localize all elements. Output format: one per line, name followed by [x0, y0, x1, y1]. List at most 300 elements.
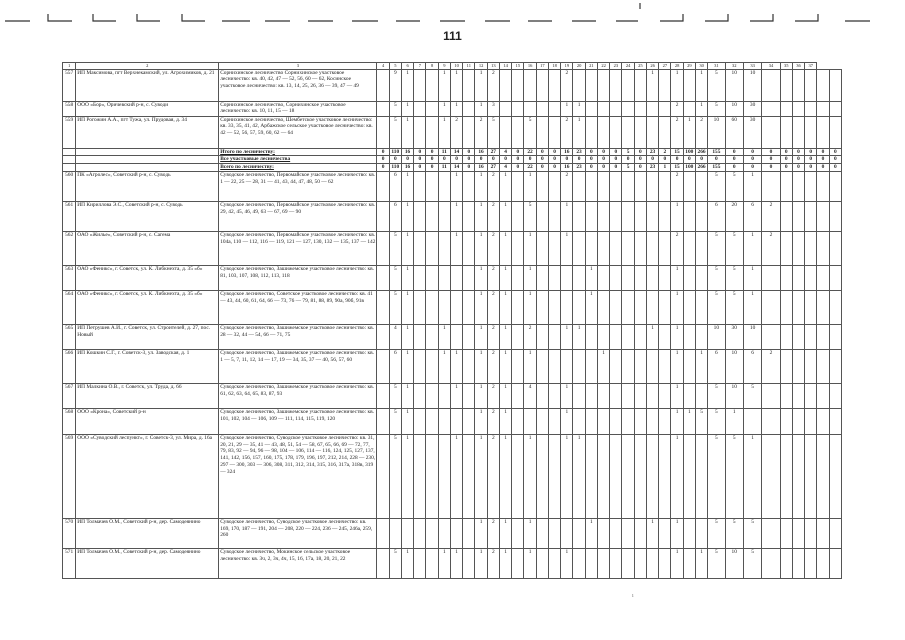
table-row: [63, 265, 842, 290]
value-cell: [463, 349, 475, 383]
value-cell: [659, 101, 671, 116]
value-cell: [463, 290, 475, 324]
column-number-row: [63, 63, 842, 70]
value-cell: [377, 231, 389, 265]
value-cell: [805, 548, 817, 578]
value-cell: 1: [671, 290, 683, 324]
value-cell: [805, 171, 817, 201]
value-cell: 30: [743, 101, 761, 116]
value-cell: [548, 69, 560, 101]
value-cell: [414, 548, 426, 578]
value-cell: [597, 324, 609, 349]
column-number: 26: [646, 63, 658, 70]
value-cell: 1: [401, 324, 413, 349]
value-cell: [450, 408, 462, 434]
value-cell: 2: [487, 518, 499, 548]
empty-cell: [63, 156, 76, 164]
column-number: 8: [426, 63, 438, 70]
column-number: 3: [219, 63, 377, 70]
location-cell: Суводское лесничество, Зашижемское участковое лесничество: кв. 61, 62, 63, 64, 65, 83, 87, 93: [219, 383, 377, 408]
column-number: 14: [499, 63, 511, 70]
value-cell: [792, 265, 804, 290]
value-cell: [597, 265, 609, 290]
value-cell: [762, 324, 780, 349]
value-cell: 1: [499, 548, 511, 578]
value-cell: 1: [671, 324, 683, 349]
value-cell: 1: [475, 434, 487, 518]
row-number: 558: [63, 101, 76, 116]
value-cell: 5: [389, 383, 401, 408]
value-cell: [463, 69, 475, 101]
value-cell: [561, 349, 573, 383]
value-cell: 2: [487, 265, 499, 290]
total-value: 15: [671, 164, 683, 172]
value-cell: [585, 171, 597, 201]
value-cell: [792, 518, 804, 548]
value-cell: [792, 231, 804, 265]
value-cell: [377, 349, 389, 383]
value-cell: [817, 231, 829, 265]
value-cell: 1: [401, 69, 413, 101]
value-cell: 2: [487, 434, 499, 518]
value-cell: [762, 265, 780, 290]
table-row: [63, 201, 842, 231]
value-cell: [463, 101, 475, 116]
value-cell: [499, 101, 511, 116]
value-cell: [817, 518, 829, 548]
value-cell: [610, 383, 622, 408]
value-cell: [634, 231, 646, 265]
value-cell: 60: [725, 116, 743, 148]
value-cell: 5: [725, 434, 743, 518]
value-cell: 2: [450, 116, 462, 148]
value-cell: [414, 201, 426, 231]
location-cell: Суводское лесничество, Первомайское участковое лесничество: кв. 1 — 22, 25 — 28, 31 — 41, 43, 44, 47, 48, 50 — 62: [219, 171, 377, 201]
total-value: 0: [762, 148, 780, 156]
value-cell: 1: [450, 548, 462, 578]
value-cell: [683, 324, 695, 349]
total-value: 155: [708, 148, 725, 156]
row-number: 564: [63, 290, 76, 324]
value-cell: [585, 324, 597, 349]
total-value: 0: [548, 156, 560, 164]
value-cell: [780, 231, 792, 265]
value-cell: 1: [401, 434, 413, 518]
value-cell: [622, 324, 634, 349]
value-cell: [634, 290, 646, 324]
value-cell: [792, 548, 804, 578]
value-cell: 1: [524, 290, 536, 324]
value-cell: [438, 201, 450, 231]
value-cell: 1: [524, 231, 536, 265]
value-cell: [829, 116, 841, 148]
total-value: 0: [377, 164, 389, 172]
value-cell: [512, 324, 524, 349]
value-cell: 5: [708, 101, 725, 116]
value-cell: 1: [585, 265, 597, 290]
value-cell: [610, 548, 622, 578]
value-cell: [683, 349, 695, 383]
value-cell: [805, 101, 817, 116]
value-cell: 10: [725, 349, 743, 383]
value-cell: [512, 201, 524, 231]
row-number: 570: [63, 518, 76, 548]
value-cell: [610, 518, 622, 548]
total-value: 0: [780, 164, 792, 172]
column-number: 18: [548, 63, 560, 70]
value-cell: [548, 231, 560, 265]
value-cell: [805, 518, 817, 548]
value-cell: [548, 101, 560, 116]
value-cell: 5: [695, 408, 707, 434]
value-cell: [805, 116, 817, 148]
value-cell: [622, 116, 634, 148]
total-value: 0: [585, 148, 597, 156]
value-cell: 5: [708, 231, 725, 265]
value-cell: [762, 518, 780, 548]
value-cell: 5: [389, 231, 401, 265]
value-cell: [573, 290, 585, 324]
value-cell: [817, 101, 829, 116]
value-cell: [573, 231, 585, 265]
value-cell: 1: [438, 116, 450, 148]
value-cell: [573, 383, 585, 408]
total-value: 0: [829, 164, 841, 172]
value-cell: 20: [725, 201, 743, 231]
total-value: 0: [743, 148, 761, 156]
value-cell: [438, 518, 450, 548]
value-cell: [573, 518, 585, 548]
column-number: 9: [438, 63, 450, 70]
value-cell: [762, 116, 780, 148]
total-value: 14: [450, 164, 462, 172]
value-cell: [536, 265, 548, 290]
value-cell: [610, 69, 622, 101]
holder-cell: ООО «Крона», Советский р-н: [76, 408, 219, 434]
value-cell: [646, 201, 658, 231]
value-cell: [780, 201, 792, 231]
column-number: 37: [805, 63, 817, 70]
value-cell: 1: [499, 518, 511, 548]
value-cell: [610, 349, 622, 383]
value-cell: [683, 171, 695, 201]
value-cell: [438, 408, 450, 434]
value-cell: [573, 408, 585, 434]
value-cell: [780, 171, 792, 201]
value-cell: [622, 349, 634, 383]
value-cell: [805, 201, 817, 231]
value-cell: [695, 290, 707, 324]
value-cell: [659, 290, 671, 324]
value-cell: 6: [389, 171, 401, 201]
total-value: 0: [792, 148, 804, 156]
total-value: 2: [659, 148, 671, 156]
column-number: 25: [634, 63, 646, 70]
value-cell: 1: [401, 101, 413, 116]
value-cell: [622, 518, 634, 548]
value-cell: 1: [524, 265, 536, 290]
location-cell: Суводское лесничество, Зашижемское участковое лесничество: кв. 28 — 32, 44 — 54, 66 — 71, 75: [219, 324, 377, 349]
location-cell: Сорнихинское лесничество, Шембетское участковое лесничество: кв. 33, 35, 41, 42, Арбажское сельское участковое лесничество: кв. 42 — 52, 56, 57, 59, 60, 62 — 64: [219, 116, 377, 148]
column-number: 23: [610, 63, 622, 70]
value-cell: [597, 171, 609, 201]
value-cell: [817, 349, 829, 383]
value-cell: 1: [401, 408, 413, 434]
total-value: 0: [725, 164, 743, 172]
value-cell: [377, 290, 389, 324]
value-cell: [805, 408, 817, 434]
value-cell: 1: [475, 290, 487, 324]
value-cell: [585, 349, 597, 383]
value-cell: 1: [401, 290, 413, 324]
value-cell: 1: [597, 349, 609, 383]
value-cell: 6: [743, 201, 761, 231]
value-cell: 1: [499, 201, 511, 231]
value-cell: [536, 69, 548, 101]
value-cell: [597, 518, 609, 548]
value-cell: 1: [585, 290, 597, 324]
value-cell: [548, 324, 560, 349]
value-cell: 1: [743, 434, 761, 518]
value-cell: [659, 69, 671, 101]
value-cell: [585, 116, 597, 148]
value-cell: [414, 231, 426, 265]
column-number: 13: [487, 63, 499, 70]
value-cell: [683, 434, 695, 518]
value-cell: 2: [487, 408, 499, 434]
holder-cell: ИП Кошкин С.Г., г. Советск-3, ул. Заводская, д. 1: [76, 349, 219, 383]
total-value: 16: [401, 164, 413, 172]
value-cell: [536, 434, 548, 518]
value-cell: [548, 408, 560, 434]
total-value: 0: [725, 148, 743, 156]
value-cell: 2: [487, 290, 499, 324]
value-cell: 5: [389, 290, 401, 324]
value-cell: [463, 265, 475, 290]
value-cell: 2: [487, 548, 499, 578]
value-cell: [426, 116, 438, 148]
value-cell: 1: [561, 383, 573, 408]
value-cell: [792, 171, 804, 201]
value-cell: 1: [401, 116, 413, 148]
total-value: 0: [377, 148, 389, 156]
value-cell: 10: [708, 116, 725, 148]
value-cell: [585, 231, 597, 265]
value-cell: 1: [524, 171, 536, 201]
value-cell: [414, 171, 426, 201]
total-value: 16: [475, 164, 487, 172]
value-cell: [762, 383, 780, 408]
value-cell: [817, 69, 829, 101]
value-cell: [597, 290, 609, 324]
value-cell: 1: [561, 201, 573, 231]
column-number: 28: [671, 63, 683, 70]
value-cell: 2: [671, 171, 683, 201]
value-cell: [548, 265, 560, 290]
row-number: 569: [63, 434, 76, 518]
column-number: 24: [622, 63, 634, 70]
total-value: 110: [389, 148, 401, 156]
total-value: 0: [805, 148, 817, 156]
value-cell: [780, 434, 792, 518]
value-cell: [548, 434, 560, 518]
value-cell: 1: [401, 349, 413, 383]
value-cell: [829, 69, 841, 101]
value-cell: [426, 290, 438, 324]
value-cell: [805, 349, 817, 383]
value-cell: [829, 201, 841, 231]
total-value: 266: [695, 164, 707, 172]
value-cell: [659, 383, 671, 408]
value-cell: 1: [475, 349, 487, 383]
value-cell: [817, 383, 829, 408]
value-cell: 1: [450, 434, 462, 518]
value-cell: [792, 116, 804, 148]
column-number: 19: [561, 63, 573, 70]
value-cell: [536, 548, 548, 578]
total-value: 0: [426, 148, 438, 156]
value-cell: 5: [708, 383, 725, 408]
value-cell: [762, 408, 780, 434]
total-value: 0: [671, 156, 683, 164]
value-cell: [463, 548, 475, 578]
value-cell: [646, 383, 658, 408]
total-value: 155: [708, 164, 725, 172]
value-cell: [817, 548, 829, 578]
forest-register-table: [62, 62, 842, 579]
total-value: 0: [438, 156, 450, 164]
empty-cell: [63, 164, 76, 172]
value-cell: 10: [743, 324, 761, 349]
value-cell: [597, 101, 609, 116]
value-cell: 1: [499, 171, 511, 201]
value-cell: 1: [671, 383, 683, 408]
total-value: 0: [817, 148, 829, 156]
row-number: 565: [63, 324, 76, 349]
value-cell: [659, 349, 671, 383]
total-value: 5: [622, 164, 634, 172]
value-cell: [414, 349, 426, 383]
value-cell: [377, 548, 389, 578]
total-value: 22: [524, 148, 536, 156]
value-cell: [377, 408, 389, 434]
value-cell: 3: [487, 101, 499, 116]
value-cell: 2: [762, 349, 780, 383]
value-cell: 1: [450, 69, 462, 101]
total-value: 0: [743, 156, 761, 164]
total-value: 0: [463, 164, 475, 172]
total-value: 11: [438, 164, 450, 172]
value-cell: 6: [743, 349, 761, 383]
value-cell: [780, 324, 792, 349]
value-cell: [414, 116, 426, 148]
value-cell: [683, 290, 695, 324]
value-cell: [426, 201, 438, 231]
value-cell: [585, 383, 597, 408]
holder-cell: ИП Кириллова Э.С., Советский р-н, с. Суводь: [76, 201, 219, 231]
value-cell: 5: [389, 408, 401, 434]
value-cell: [512, 231, 524, 265]
total-value: 0: [401, 156, 413, 164]
value-cell: [610, 290, 622, 324]
total-row: [63, 148, 842, 156]
total-value: 23: [646, 148, 658, 156]
value-cell: [573, 548, 585, 578]
value-cell: 1: [683, 408, 695, 434]
column-number: 27: [659, 63, 671, 70]
row-number: 562: [63, 231, 76, 265]
value-cell: [548, 290, 560, 324]
value-cell: [762, 171, 780, 201]
value-cell: [622, 101, 634, 116]
value-cell: 1: [499, 434, 511, 518]
total-value: 0: [597, 156, 609, 164]
value-cell: [414, 518, 426, 548]
value-cell: 1: [524, 434, 536, 518]
total-value: 16: [561, 164, 573, 172]
value-cell: 1: [524, 548, 536, 578]
value-cell: 2: [487, 69, 499, 101]
column-number: 30: [695, 63, 707, 70]
value-cell: [438, 434, 450, 518]
table-row: [63, 116, 842, 148]
value-cell: 2: [487, 324, 499, 349]
value-cell: [817, 171, 829, 201]
value-cell: 5: [524, 116, 536, 148]
value-cell: 5: [708, 434, 725, 518]
column-number: 10: [450, 63, 462, 70]
total-value: 0: [762, 164, 780, 172]
total-value: 0: [597, 148, 609, 156]
value-cell: [426, 171, 438, 201]
value-cell: [536, 349, 548, 383]
value-cell: [792, 383, 804, 408]
value-cell: 1: [450, 231, 462, 265]
value-cell: [536, 201, 548, 231]
value-cell: [683, 201, 695, 231]
value-cell: 1: [671, 201, 683, 231]
value-cell: 5: [725, 171, 743, 201]
value-cell: 5: [725, 265, 743, 290]
value-cell: [377, 383, 389, 408]
column-number: 20: [573, 63, 585, 70]
holder-cell: ОАО «Феникс», г. Советск, ул. К. Либкнехта, д. 35 «б»: [76, 290, 219, 324]
value-cell: [463, 116, 475, 148]
value-cell: 1: [646, 324, 658, 349]
value-cell: [463, 231, 475, 265]
value-cell: [805, 290, 817, 324]
column-number: 35: [780, 63, 792, 70]
value-cell: 5: [389, 548, 401, 578]
value-cell: [683, 383, 695, 408]
value-cell: [762, 434, 780, 518]
total-value: 0: [524, 156, 536, 164]
value-cell: [683, 548, 695, 578]
value-cell: [463, 201, 475, 231]
value-cell: 1: [499, 408, 511, 434]
column-number: 33: [743, 63, 761, 70]
value-cell: [377, 101, 389, 116]
empty-cell: [63, 148, 76, 156]
value-cell: 5: [725, 290, 743, 324]
location-cell: Суводское лесничество, Суводское участковое лесничество: кв. 31, 20, 21, 29 — 35, 41 — 43, 48, 51, 54 — 58, 67, 65, 66, 69 — 72, 77, 79, 83, 92 — 94, 96 — 98, 104 — 106, 114 — 116, 124, 125, 127, 137, 141, 142, 156, 157, 160, 175, 178, 179, 196, 197, 212, 214, 228 — 230, 297 — 300, 303 — 306, 308, 311, 312, 314, 315, 316, 317а, 318в, 319 — 324: [219, 434, 377, 518]
scan-corner-marks: [0, 0, 905, 30]
location-cell: Суводское лесничество, Суводское участковое лесничество: кв. 169, 170, 187 — 191, 204 — 208, 220 — 224, 236 — 245, 246а, 259, 260: [219, 518, 377, 548]
value-cell: 1: [499, 383, 511, 408]
value-cell: [805, 383, 817, 408]
value-cell: [426, 69, 438, 101]
location-cell: Суводское лесничество, Советское участковое лесничество: кв. 41 — 43, 44, 60, 61, 64, 66 — 73, 76 — 79, 81, 88, 89, 90а, 90б, 91в: [219, 290, 377, 324]
